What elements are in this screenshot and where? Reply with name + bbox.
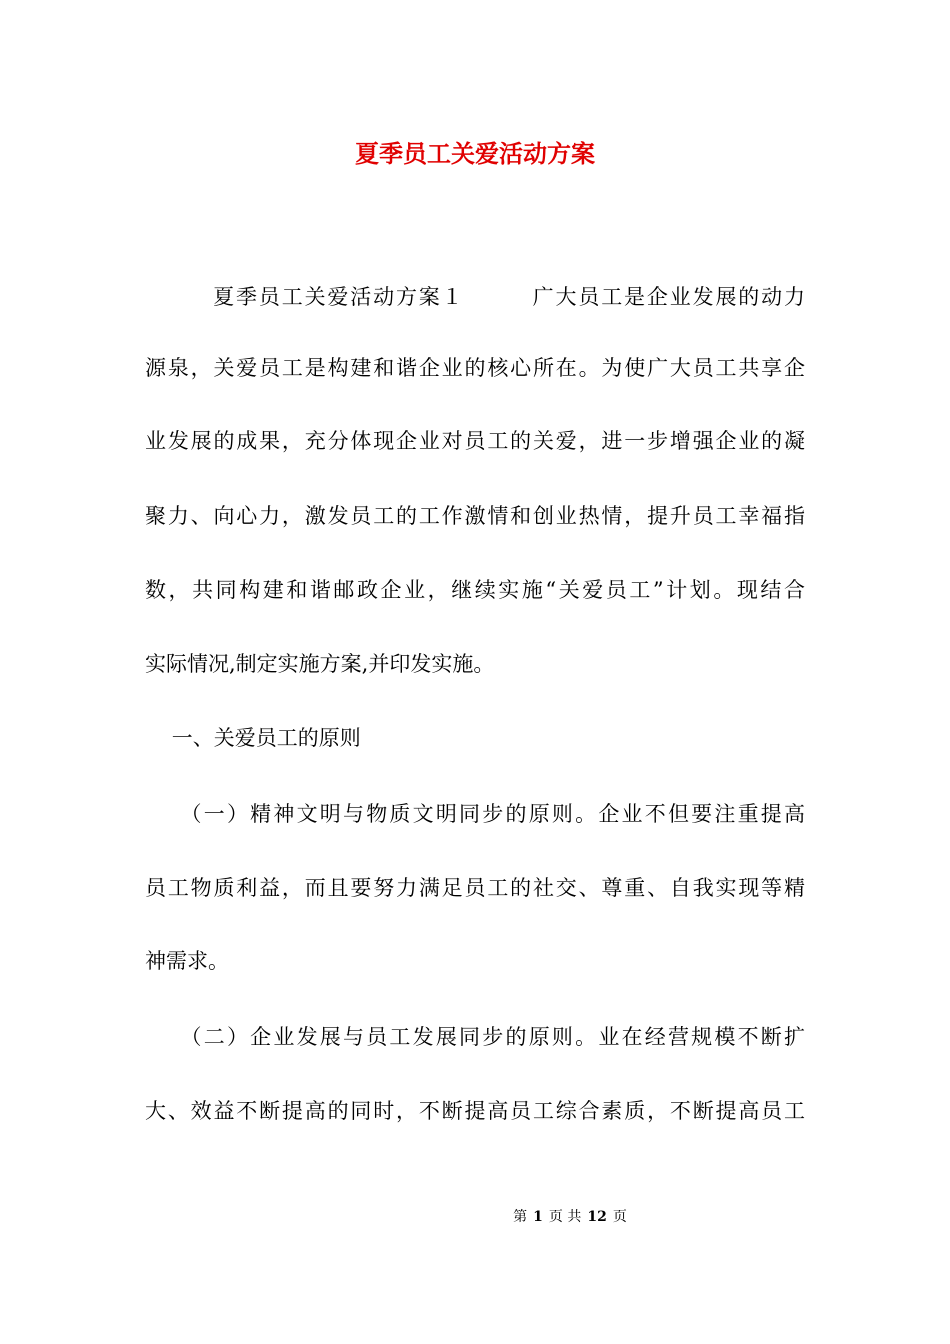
body-line-9: 员工物质利益，而且要努力满足员工的社交、尊重、自我实现等精: [145, 876, 805, 900]
body-line-8: （一）精神文明与物质文明同步的原则。企业不但要注重提高: [145, 802, 805, 826]
page-title: 夏季员工关爱活动方案: [355, 139, 595, 168]
body-line-10: 神需求。: [145, 949, 229, 973]
body-line-12: 大、效益不断提高的同时，不断提高员工综合素质，不断提高员工: [145, 1099, 805, 1123]
section-heading: 一、关爱员工的原则: [145, 726, 361, 750]
footer-total-pages: 12: [587, 1209, 607, 1225]
page-footer: [0, 1207, 950, 1227]
footer-suffix: 页: [612, 1209, 627, 1225]
body-line-1: 夏季员工关爱活动方案１ 广大员工是企业发展的动力: [145, 285, 805, 309]
body-line-6: 实际情况,制定实施方案,并印发实施。: [145, 652, 495, 676]
body-line-11: （二）企业发展与员工发展同步的原则。业在经营规模不断扩: [145, 1025, 805, 1049]
footer-middle: 页 共: [548, 1209, 582, 1225]
body-line-3: 业发展的成果，充分体现企业对员工的关爱，进一步增强企业的凝: [145, 429, 805, 453]
body-line-4: 聚力、向心力，激发员工的工作激情和创业热情，提升员工幸福指: [145, 504, 805, 528]
body-line-5: 数，共同构建和谐邮政企业，继续实施“关爱员工”计划。现结合: [145, 578, 805, 602]
footer-page-number: 1: [533, 1209, 543, 1225]
body-line-2: 源泉，关爱员工是构建和谐企业的核心所在。为使广大员工共享企: [145, 356, 805, 380]
footer-prefix: 第: [513, 1209, 528, 1225]
